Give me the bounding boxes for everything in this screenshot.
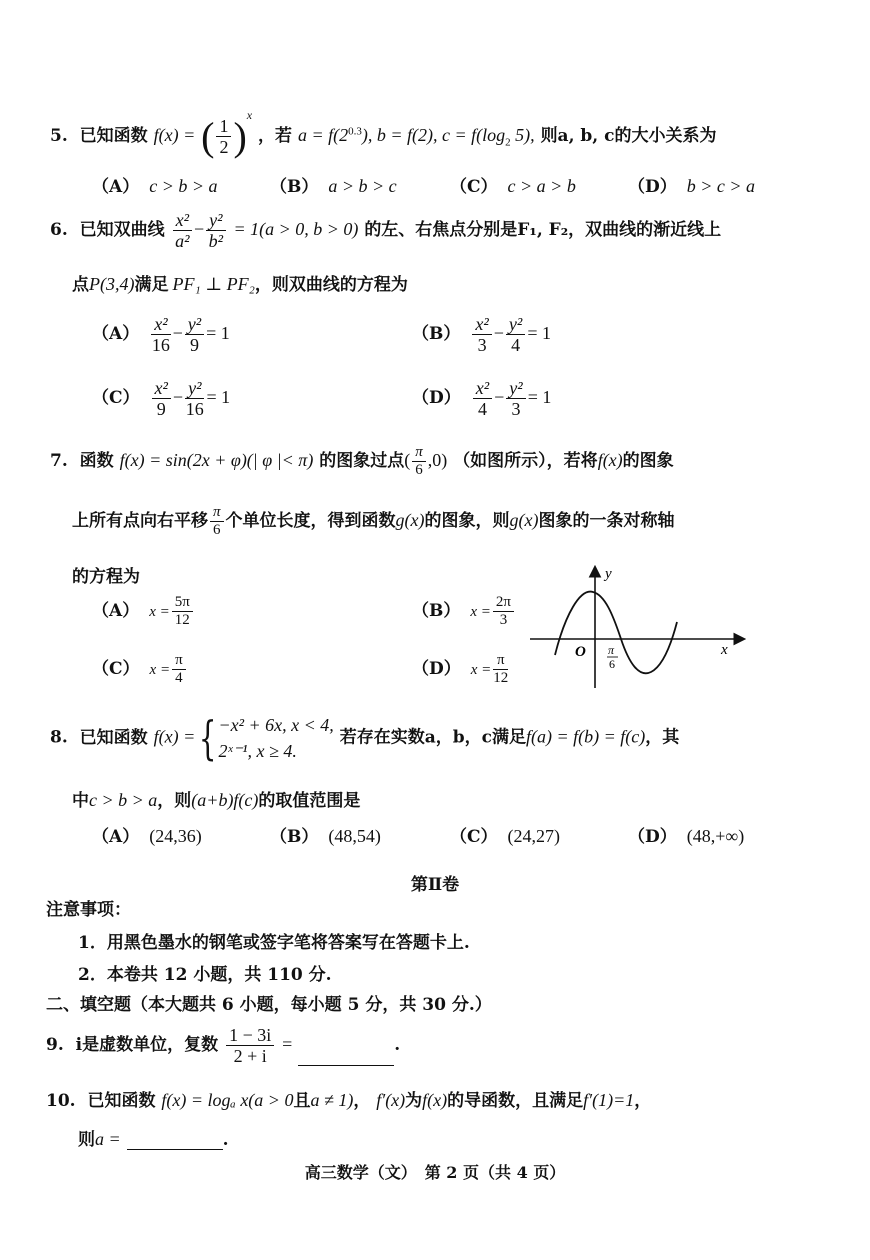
question-10-line2: 则a = . — [78, 1129, 229, 1150]
option-b: （B） (48,54) — [270, 826, 381, 847]
question-7-line3: 的方程为 — [72, 567, 140, 587]
option-a: （A） $\frac{\text{x²}}{16}$ − $\frac{\text{y²}}{9}$ = 1 — [92, 314, 230, 355]
option-c: （C） (24,27) — [450, 826, 561, 847]
option-d: （D） (48,+∞) — [628, 826, 745, 847]
question-6-line2: 点P(3,4)满足 PF₁ ⊥ PF₂，则双曲线的方程为 — [72, 274, 408, 295]
option-d: （D） $\frac{\text{x²}}{4}$ − $\frac{\text{y²}}{3}$ = 1 — [412, 378, 552, 419]
question-number: 9. — [46, 1035, 64, 1055]
question-7-line2: 上所有点向右平移 $\frac{\pi}{6}$ 个单位长度，得到函数g(x)的图象，则g(x)图象的一条对称轴 — [72, 504, 675, 538]
question-number: 10. — [46, 1091, 76, 1111]
question-number: 5. — [50, 126, 68, 146]
sine-curve — [555, 592, 677, 674]
page-footer: 高三数学（文） 第 2 页（共 4 页） — [304, 1163, 566, 1182]
option-b: （B） a > b > c — [270, 176, 397, 197]
option-c: （C） c > a > b — [450, 176, 576, 197]
part-two-title: 第Ⅱ卷 — [410, 875, 460, 895]
tick-label-numerator: π — [608, 643, 615, 657]
x-axis-label: x — [721, 642, 728, 658]
fraction: $\frac{\text{x²}}{\text{a²}}$ — [173, 210, 192, 251]
option-d: （D） x = $\frac{\pi}{12}$ — [412, 652, 509, 686]
question-7: 7. 函数 f(x) = sin(2x + φ)(| φ |< π) 的图象过点( $\frac{\pi}{6}$ ,0) （如图所示），若将f(x)的图象 — [50, 444, 674, 478]
notice-heading: 注意事项： — [46, 900, 131, 920]
origin-label: O — [575, 644, 586, 660]
notice-item-1: 1．用黑色墨水的钢笔或签字笔将答案写在答题卡上. — [78, 933, 470, 953]
question-number: 6. — [50, 220, 68, 240]
question-6: 6. 已知双曲线 $\frac{\text{x²}}{\text{a²}}$ − $\frac{\text{y²}}{\text{b²}}$ = 1(a > 0, b > 0) 的左、右焦点分别是F₁, F₂，双曲线的渐近线上 — [50, 210, 722, 251]
y-axis-label: y — [605, 566, 612, 582]
answer-blank[interactable] — [127, 1131, 223, 1150]
question-8: 8. 已知函数 f(x) ={ −x² + 6x, x < 4, 2ˣ⁻¹, x ≥ 4. 若存在实数a，b，c满足f(a) = f(b) = f(c)，其 — [50, 711, 680, 765]
answer-blank[interactable] — [298, 1047, 394, 1066]
tick-label-denominator: 6 — [609, 657, 615, 671]
fraction: $\frac{1 - 3i}{2 + i}$ — [226, 1025, 274, 1066]
option-b: （B） $\frac{\text{x²}}{3}$ − $\frac{\text{y²}}{4}$ = 1 — [412, 314, 551, 355]
fraction: $\frac{\text{y²}}{\text{b²}}$ — [206, 210, 225, 251]
option-d: （D） b > c > a — [628, 176, 756, 197]
option-a: （A） x = $\frac{5\pi}{12}$ — [92, 594, 195, 629]
option-b: （B） x = $\frac{2\pi}{3}$ — [412, 594, 516, 629]
option-a: （A） c > b > a — [92, 176, 218, 197]
section-heading: 二、填空题（本大题共 6 小题，每小题 5 分，共 30 分.） — [46, 995, 492, 1015]
piecewise-cases: −x² + 6x, x < 4, 2ˣ⁻¹, x ≥ 4. — [218, 715, 334, 761]
option-c: （C） $\frac{\text{x²}}{9}$ − $\frac{\text{y²}}{16}$ = 1 — [92, 378, 231, 419]
question-9: 9. i是虚数单位，复数 $\frac{1 - 3i}{2 + i}$ = . — [46, 1025, 401, 1066]
notice-item-2: 2．本卷共 12 小题，共 110 分. — [78, 965, 332, 985]
sine-graph — [525, 560, 750, 690]
question-8-line2: 中c > b > a，则(a+b)f(c)的取值范围是 — [72, 790, 361, 811]
question-10: 10. 已知函数 f(x) = logₐ x(a > 0且a ≠ 1)， f′(x)为f(x)的导函数，且满足f′(1)=1， — [46, 1090, 652, 1111]
question-number: 8. — [50, 727, 68, 748]
option-c: （C） x = $\frac{\pi}{4}$ — [92, 652, 188, 687]
option-a: （A） (24,36) — [92, 826, 202, 847]
fraction: $\frac{1}{2}$ — [216, 116, 231, 157]
question-number: 7. — [50, 451, 68, 471]
question-5: 5. 已知函数 f(x) = ( $\frac{1}{2}$ )$^x$ ，若 $a = f(2^{0.3})$, b = f(2), $c = f(\log_2$ 5), 则a, b, c的大小关系为 — [50, 108, 717, 159]
